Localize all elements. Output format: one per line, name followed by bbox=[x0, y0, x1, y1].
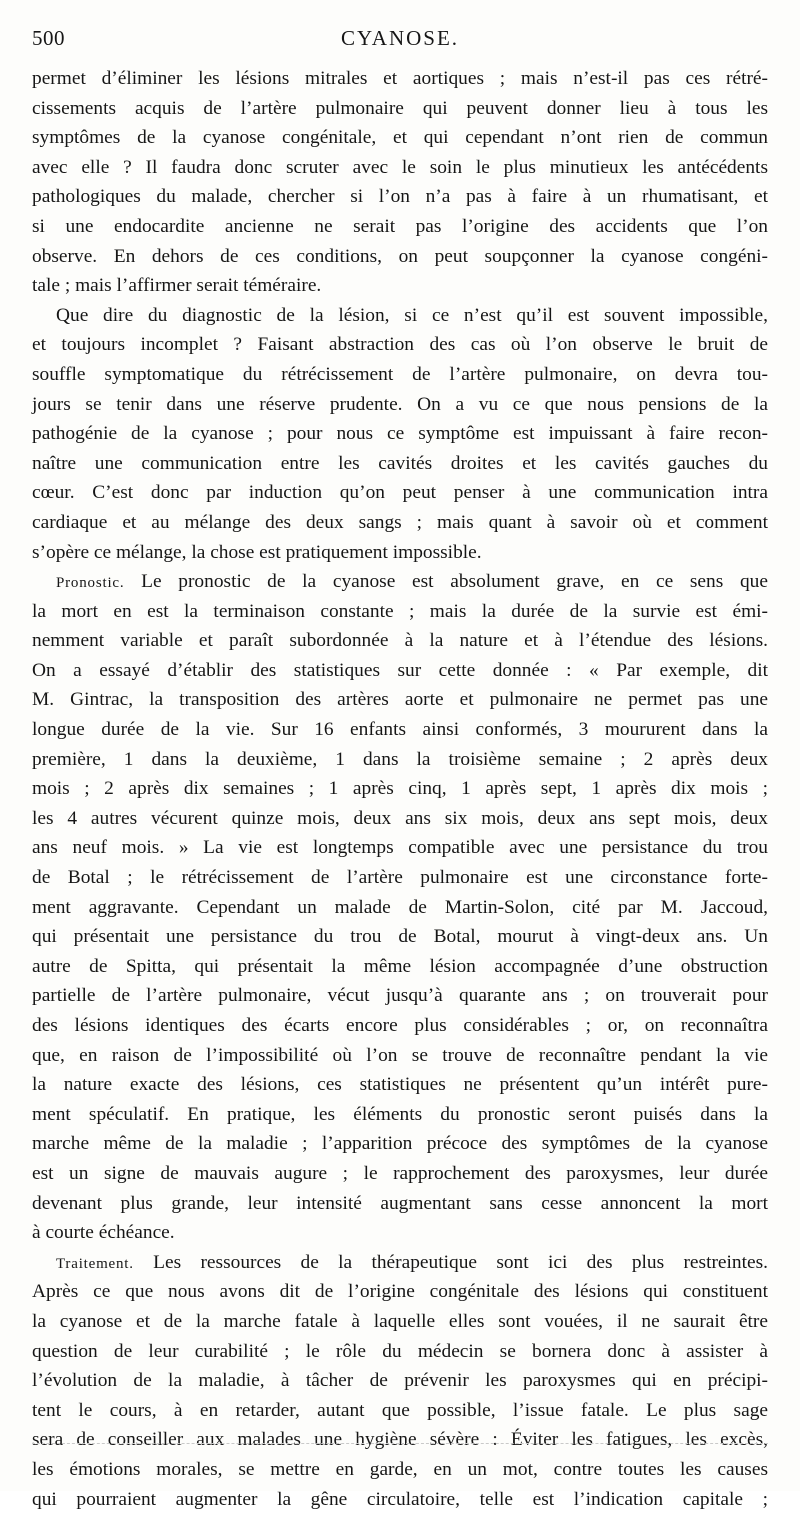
text-line: Après ce que nous avons dit de l’origine congénitale des lésions qui constituent bbox=[32, 1277, 768, 1307]
text-line: qui pourraient augmenter la gêne circulatoire, telle est l’indication capitale ; bbox=[32, 1485, 768, 1514]
text-line: cissements acquis de l’artère pulmonaire qui peuvent donner lieu à tous les bbox=[32, 94, 768, 124]
page-number: 500 bbox=[32, 26, 65, 51]
text-line: de Botal ; le rétrécissement de l’artère pulmonaire est une circonstance forte- bbox=[32, 863, 768, 893]
text-line: pathogénie de la cyanose ; pour nous ce symptôme est impuissant à faire recon- bbox=[32, 419, 768, 449]
text-line: et toujours incomplet ? Faisant abstraction des cas où l’on observe le bruit de bbox=[32, 330, 768, 360]
text-line: avec elle ? Il faudra donc scruter avec le soin le plus minutieux les antécédents bbox=[32, 153, 768, 183]
text-line: observe. En dehors de ces conditions, on peut soupçonner la cyanose congéni- bbox=[32, 242, 768, 272]
text-line: cardiaque et au mélange des deux sangs ; mais quant à savoir où et comment bbox=[32, 508, 768, 538]
page-header bbox=[32, 26, 768, 56]
text-line: symptômes de la cyanose congénitale, et qui cependant n’ont rien de commun bbox=[32, 123, 768, 153]
text-line: longue durée de la vie. Sur 16 enfants ainsi conformés, 3 moururent dans la bbox=[32, 715, 768, 745]
running-title: CYANOSE. bbox=[32, 26, 768, 51]
text-line: des lésions identiques des écarts encore plus considérables ; or, on reconnaîtra bbox=[32, 1011, 768, 1041]
text-line: première, 1 dans la deuxième, 1 dans la troisième semaine ; 2 après deux bbox=[32, 745, 768, 775]
text-line: ans neuf mois. » La vie est longtemps compatible avec une persistance du trou bbox=[32, 833, 768, 863]
text-line: permet d’éliminer les lésions mitrales et aortiques ; mais n’est-il pas ces rétré- bbox=[32, 64, 768, 94]
text-line: pathologiques du malade, chercher si l’on n’a pas à faire à un rhumatisant, et bbox=[32, 182, 768, 212]
text-line: autre de Spitta, qui présentait la même lésion accompagnée d’une obstruction bbox=[32, 952, 768, 982]
text-line: tent le cours, à en retarder, autant que possible, l’issue fatale. Le plus sage bbox=[32, 1396, 768, 1426]
text-line: On a essayé d’établir des statistiques sur cette donnée : « Par exemple, dit bbox=[32, 656, 768, 686]
text-line: à courte échéance. bbox=[32, 1218, 768, 1248]
section-heading-pronostic: Pronostic. bbox=[56, 575, 124, 591]
text-line: devenant plus grande, leur intensité augmentant sans cesse annoncent la mort bbox=[32, 1189, 768, 1219]
text-line: cœur. C’est donc par induction qu’on peut penser à une communication intra bbox=[32, 478, 768, 508]
text-line: est un signe de mauvais augure ; le rapprochement des paroxysmes, leur durée bbox=[32, 1159, 768, 1189]
text-line: que, en raison de l’impossibilité où l’on se trouve de reconnaître pendant la vie bbox=[32, 1041, 768, 1071]
text-line-with-heading bbox=[32, 567, 768, 597]
text-line: question de leur curabilité ; le rôle du médecin se bornera donc à assister à bbox=[32, 1337, 768, 1367]
text-line: Le pronostic de la cyanose est absolument grave, en ce sens que bbox=[141, 571, 768, 592]
text-line: ment spéculatif. En pratique, les éléments du pronostic seront puisés dans la bbox=[32, 1100, 768, 1130]
text-line: souffle symptomatique du rétrécissement de l’artère pulmonaire, on devra tou- bbox=[32, 360, 768, 390]
text-line: si une endocardite ancienne ne serait pas l’origine des accidents que l’on bbox=[32, 212, 768, 242]
section-heading-traitement: Traitement. bbox=[56, 1256, 134, 1272]
text-line: qui présentait une persistance du trou de Botal, mourut à vingt-deux ans. Un bbox=[32, 922, 768, 952]
text-line: s’opère ce mélange, la chose est pratiquement impossible. bbox=[32, 538, 768, 568]
text-line: M. Gintrac, la transposition des artères aorte et pulmonaire ne permet pas une bbox=[32, 685, 768, 715]
text-line: la cyanose et de la marche fatale à laquelle elles sont vouées, il ne saurait être bbox=[32, 1307, 768, 1337]
text-line: naître une communication entre les cavités droites et les cavités gauches du bbox=[32, 449, 768, 479]
text-line: la nature exacte des lésions, ces statistiques ne présentent qu’un intérêt pure- bbox=[32, 1070, 768, 1100]
text-line: ment aggravante. Cependant un malade de Martin-Solon, cité par M. Jaccoud, bbox=[32, 893, 768, 923]
body-text bbox=[32, 64, 768, 1514]
text-line: marche même de la maladie ; l’apparition précoce des symptômes de la cyanose bbox=[32, 1129, 768, 1159]
bottom-dashed-rule bbox=[32, 1443, 768, 1444]
text-line-with-heading bbox=[32, 1248, 768, 1278]
text-line: nemment variable et paraît subordonnée à la nature et à l’étendue des lésions. bbox=[32, 626, 768, 656]
text-line: Que dire du diagnostic de la lésion, si ce n’est qu’il est souvent impossible, bbox=[32, 301, 768, 331]
text-line: partielle de l’artère pulmonaire, vécut jusqu’à quarante ans ; on trouverait pour bbox=[32, 981, 768, 1011]
text-line: mois ; 2 après dix semaines ; 1 après cinq, 1 après sept, 1 après dix mois ; bbox=[32, 774, 768, 804]
text-line: les émotions morales, se mettre en garde, en un mot, contre toutes les causes bbox=[32, 1455, 768, 1485]
text-line: les 4 autres vécurent quinze mois, deux ans six mois, deux ans sept mois, deux bbox=[32, 804, 768, 834]
text-line: la mort en est la terminaison constante ; mais la durée de la survie est émi- bbox=[32, 597, 768, 627]
text-line: tale ; mais l’affirmer serait téméraire. bbox=[32, 271, 768, 301]
text-line: sera de conseiller aux malades une hygiène sévère : Éviter les fatigues, les excès, bbox=[32, 1425, 768, 1455]
text-line: l’évolution de la maladie, à tâcher de prévenir les paroxysmes qui en précipi- bbox=[32, 1366, 768, 1396]
text-line: jours se tenir dans une réserve prudente. On a vu ce que nous pensions de la bbox=[32, 390, 768, 420]
text-line: Les ressources de la thérapeutique sont ici des plus restreintes. bbox=[153, 1252, 768, 1273]
